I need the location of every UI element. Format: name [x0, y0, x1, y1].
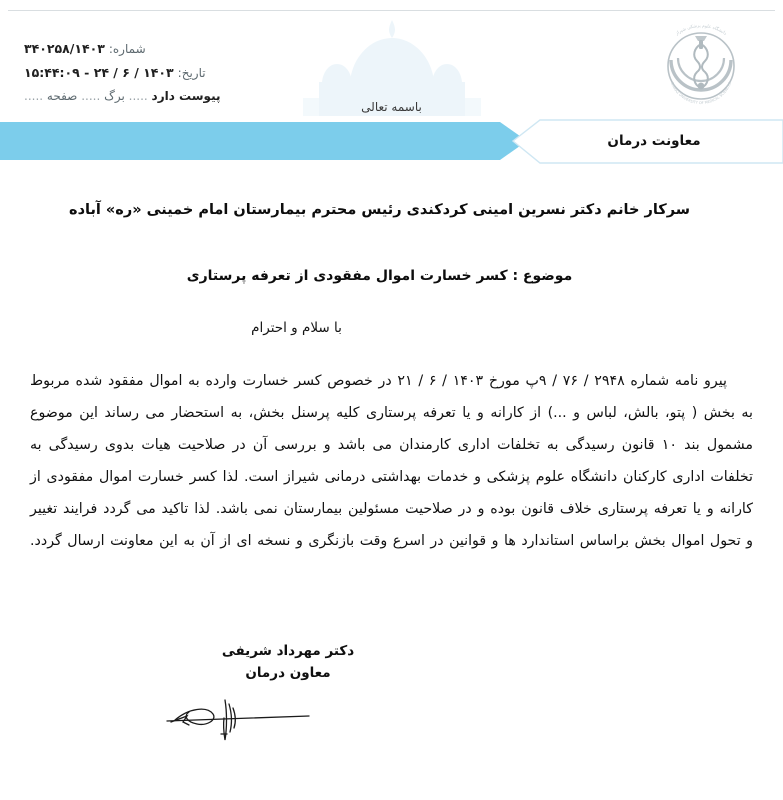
meta-row-date — [24, 62, 276, 84]
basmala-text: باسمه تعالی — [361, 100, 422, 114]
svg-text:دانشگاه علوم پزشکی شیراز: دانشگاه علوم پزشکی شیراز — [674, 23, 728, 37]
date-value: ۱۴۰۳ / ۶ / ۲۴ - ۱۵:۴۴:۰۹ — [24, 65, 174, 80]
document-meta — [24, 38, 276, 109]
university-seal-logo — [647, 14, 755, 114]
meta-row-number — [24, 38, 276, 60]
number-label: شماره: — [108, 42, 146, 56]
top-divider — [8, 10, 775, 11]
handwritten-signature-icon — [163, 694, 313, 746]
attachment-dots-3: ..... — [24, 89, 44, 103]
attachment-label: پیوست دارد — [151, 89, 221, 103]
greeting-line: با سلام و احترام — [251, 320, 342, 336]
number-value: ۳۴۰۲۵۸/۱۴۰۳ — [24, 41, 105, 56]
department-banner — [0, 118, 783, 168]
banner-title: معاونت درمان — [607, 133, 701, 149]
date-label: تاریخ: — [177, 66, 206, 80]
attachment-dots-1: ..... — [128, 89, 148, 103]
letter-body: پیرو نامه شماره ۲۹۴۸ / ۷۶ / ۹پ مورخ ۱۴۰۳ / ۶ / ۲۱ در خصوص کسر خسارت وارده به اموال مفقود شده مربوط به بخش ( پتو، بالش، لباس و ...) از کارانه و یا تعرفه پرستاری کلیه پرسنل بخش، به استحضار می رساند این موضوع مشمول بند ۱۰ قانون رسیدگی به تخلفات اداری کارمندان می باشد و بررسی آن در صلاحیت هیات بدوی رسیدگی به تخلفات اداری کارکنان دانشگاه علوم پزشکی و خدمات بهداشتی درمانی شیراز است. لذا کسر خسارت اموال مفقودی از کارانه و یا تعرفه پرستاری خلاف قانون بوده و در صلاحیت مسئولین بیمارستان نمی باشد. لذا تاکید می گردد فرایند تغییر و تحول اموال بخش براساس استاندارد ها و قوانین در اسرع وقت بازنگری و نسخه ای از آن به این معاونت ارسال گردد. — [30, 373, 753, 549]
signer-name: دکتر مهرداد شریفی — [221, 643, 355, 659]
sheet-label: برگ — [104, 89, 125, 103]
svg-text:SHIRAZ UNIVERSITY OF MEDICAL S: SHIRAZ UNIVERSITY OF MEDICAL SCIENCES — [669, 81, 733, 106]
page-label: صفحه — [46, 89, 78, 103]
signature-block — [173, 640, 403, 684]
signer-title: معاون درمان — [245, 665, 331, 681]
attachment-dots-2: ..... — [81, 89, 101, 103]
subject-line: موضوع : کسر خسارت اموال مفقودی از تعرفه پرستاری — [186, 268, 573, 284]
addressee-line: سرکار خانم دکتر نسرین امینی کردکندی رئیس محترم بیمارستان امام خمینی «ره» آباده — [69, 202, 690, 218]
